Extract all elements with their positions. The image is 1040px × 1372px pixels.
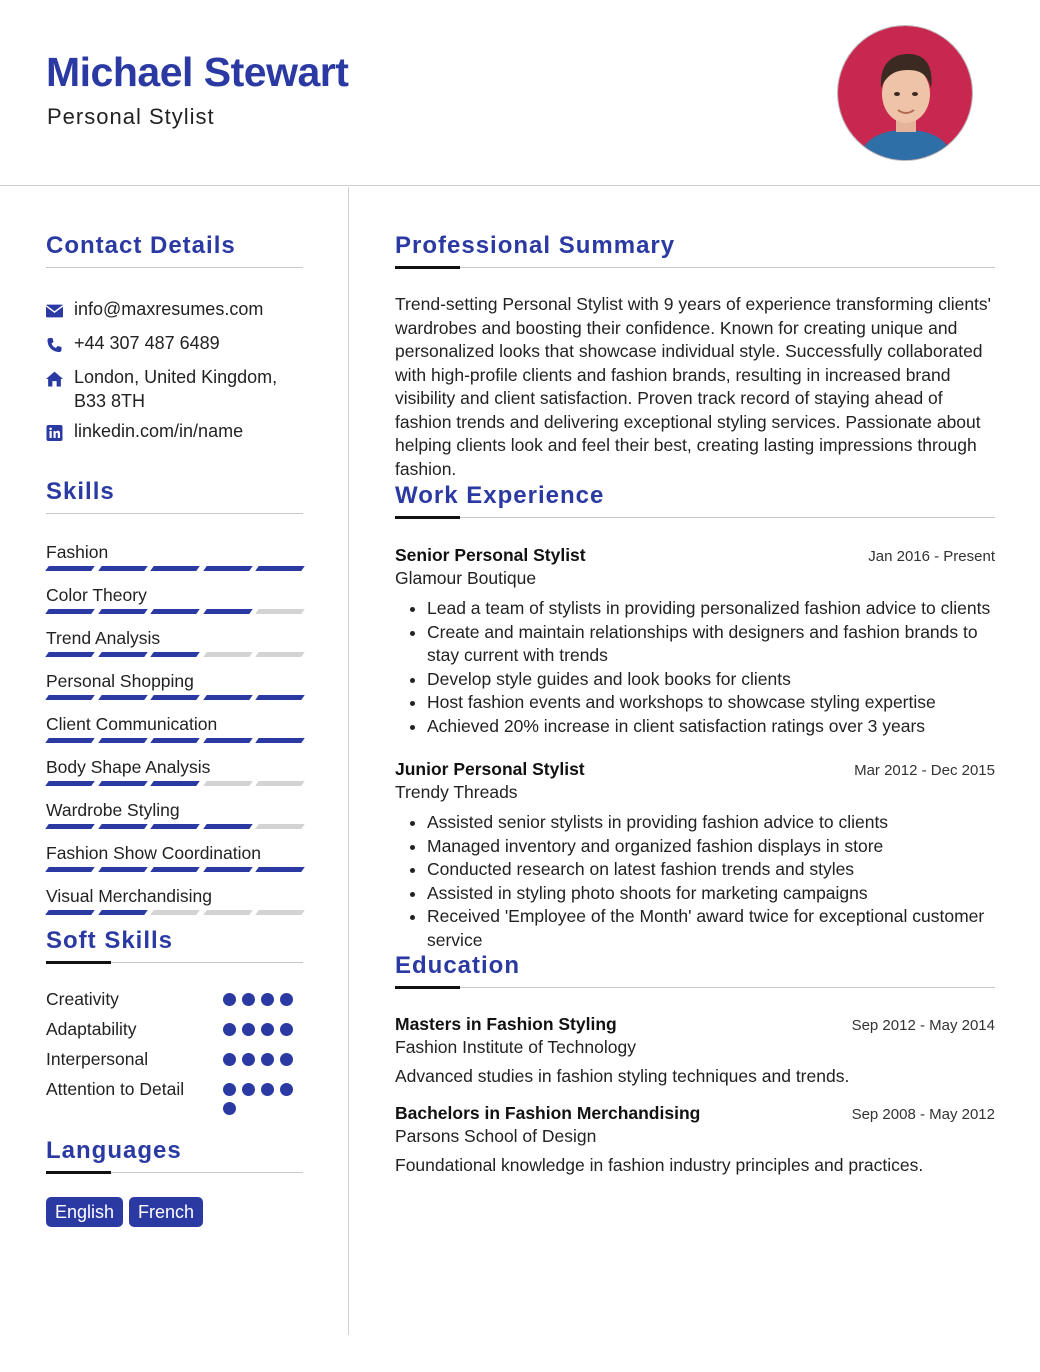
contact-email[interactable] bbox=[46, 297, 303, 325]
section-rule bbox=[46, 962, 303, 964]
skill-item bbox=[46, 756, 303, 786]
skill-level-segment bbox=[203, 867, 252, 872]
job-bullet: • Host fashion events and workshops to showcase styling expertise bbox=[427, 691, 995, 715]
skill-level-segment bbox=[256, 609, 305, 614]
profile-photo bbox=[837, 25, 973, 161]
skill-level-bar bbox=[46, 695, 303, 700]
skill-level-segment bbox=[45, 781, 94, 786]
job-company: Glamour Boutique bbox=[395, 568, 537, 588]
skill-level-segment bbox=[45, 867, 94, 872]
soft-skill-item bbox=[46, 988, 303, 1011]
right-column bbox=[395, 187, 995, 1177]
soft-skill-name: Attention to Detail bbox=[46, 1079, 185, 1099]
skills-section bbox=[46, 480, 303, 915]
rating-dot bbox=[223, 993, 236, 1006]
skill-name: Wardrobe Styling bbox=[46, 800, 180, 820]
skill-level-segment bbox=[203, 781, 252, 786]
experience-section bbox=[395, 484, 995, 952]
section-title-contact: Contact Details bbox=[46, 232, 236, 259]
school-name: Fashion Institute of Technology bbox=[395, 1037, 636, 1057]
skill-level-bar bbox=[46, 867, 303, 872]
skill-level-segment bbox=[203, 824, 252, 829]
section-title-summary: Professional Summary bbox=[395, 232, 676, 259]
soft-skill-name: Adaptability bbox=[46, 1019, 137, 1039]
job-bullet: • Assisted in styling photo shoots for marketing campaigns bbox=[427, 882, 995, 906]
skill-level-segment bbox=[256, 566, 305, 571]
skill-level-segment bbox=[98, 652, 147, 657]
skill-level-segment bbox=[45, 824, 94, 829]
job-bullets bbox=[395, 597, 995, 738]
section-rule bbox=[395, 267, 995, 269]
skills-list bbox=[46, 541, 303, 915]
rating-dot bbox=[280, 1023, 293, 1036]
skill-level-segment bbox=[98, 609, 147, 614]
soft-skill-item bbox=[46, 1048, 303, 1071]
soft-skill-name: Interpersonal bbox=[46, 1049, 149, 1069]
skill-level-segment bbox=[256, 910, 305, 915]
section-rule bbox=[46, 267, 303, 269]
soft-skill-rating bbox=[223, 1018, 303, 1036]
rating-dot bbox=[242, 1053, 255, 1066]
job-bullet: • Achieved 20% increase in client satisfaction ratings over 3 years bbox=[427, 715, 995, 739]
rating-dot bbox=[242, 1083, 255, 1096]
contact-linkedin-text: linkedin.com/in/name bbox=[74, 421, 244, 441]
skill-level-segment bbox=[203, 738, 252, 743]
job-title: Senior Personal Stylist bbox=[395, 545, 586, 565]
contact-linkedin[interactable] bbox=[46, 419, 303, 447]
skill-level-bar bbox=[46, 824, 303, 829]
rating-dot bbox=[261, 1023, 274, 1036]
left-column bbox=[46, 187, 303, 1227]
school-name: Parsons School of Design bbox=[395, 1126, 597, 1146]
job-bullets bbox=[395, 811, 995, 952]
soft-skill-rating bbox=[223, 1048, 303, 1066]
skill-level-segment bbox=[98, 910, 147, 915]
skill-level-segment bbox=[98, 824, 147, 829]
envelope-icon bbox=[46, 297, 74, 325]
skill-name: Trend Analysis bbox=[46, 628, 161, 648]
soft-skill-item bbox=[46, 1018, 303, 1041]
section-rule bbox=[395, 987, 995, 989]
home-icon bbox=[46, 365, 74, 393]
job-entry bbox=[395, 758, 995, 952]
skill-level-segment bbox=[150, 652, 199, 657]
skill-level-segment bbox=[256, 867, 305, 872]
contact-phone[interactable] bbox=[46, 331, 303, 359]
skill-item bbox=[46, 842, 303, 872]
skill-level-bar bbox=[46, 566, 303, 571]
rating-dot bbox=[223, 1023, 236, 1036]
education-dates: Sep 2008 - May 2012 bbox=[851, 1106, 995, 1123]
skill-level-bar bbox=[46, 781, 303, 786]
skill-level-segment bbox=[203, 609, 252, 614]
skill-level-segment bbox=[98, 566, 147, 571]
languages-section bbox=[46, 1139, 303, 1227]
skill-level-segment bbox=[256, 738, 305, 743]
skill-item bbox=[46, 627, 303, 657]
resume-header bbox=[0, 0, 1040, 186]
skill-level-segment bbox=[150, 609, 199, 614]
job-dates: Mar 2012 - Dec 2015 bbox=[854, 762, 995, 779]
rating-dot bbox=[280, 1083, 293, 1096]
contact-address-text: London, United Kingdom, B33 8TH bbox=[74, 367, 278, 411]
job-dates: Jan 2016 - Present bbox=[868, 548, 995, 565]
skill-level-bar bbox=[46, 609, 303, 614]
skill-level-segment bbox=[203, 695, 252, 700]
education-description: Advanced studies in fashion styling techniques and trends. bbox=[395, 1066, 850, 1086]
skill-name: Visual Merchandising bbox=[46, 886, 213, 906]
job-bullet: • Conducted research on latest fashion trends and styles bbox=[427, 858, 995, 882]
language-badge: English bbox=[46, 1197, 123, 1227]
contact-email-text: info@maxresumes.com bbox=[74, 299, 264, 319]
soft-skills-list bbox=[46, 988, 303, 1115]
rating-dot bbox=[261, 993, 274, 1006]
skill-level-segment bbox=[45, 652, 94, 657]
job-company: Trendy Threads bbox=[395, 782, 518, 802]
phone-icon bbox=[46, 331, 74, 359]
skill-level-segment bbox=[45, 910, 94, 915]
soft-skill-rating bbox=[223, 1078, 303, 1115]
skill-level-segment bbox=[150, 566, 199, 571]
skill-level-segment bbox=[256, 781, 305, 786]
language-list bbox=[46, 1197, 303, 1227]
skill-level-segment bbox=[98, 695, 147, 700]
skill-level-segment bbox=[203, 652, 252, 657]
skill-level-segment bbox=[150, 738, 199, 743]
summary-text: Trend-setting Personal Stylist with 9 years of experience transforming clients' wardrobes and boosting their confidence. Known for creating unique and personalized looks that showcase individual style. Successfully collaborated with high-profile clients and fashion brands, resulting in increased brand visibility and client satisfaction. Proven track record of staying ahead of fashion trends and delivering exceptional styling services. Passionate about helping clients look and feel their best, creating lasting impressions through fashion. bbox=[395, 294, 992, 479]
rating-dot bbox=[242, 1023, 255, 1036]
job-bullet: • Received 'Employee of the Month' award twice for exceptional customer service bbox=[427, 905, 995, 952]
language-badge: French bbox=[129, 1197, 203, 1227]
skill-item bbox=[46, 541, 303, 571]
skill-level-segment bbox=[150, 867, 199, 872]
degree-title: Masters in Fashion Styling bbox=[395, 1014, 617, 1034]
education-entry bbox=[395, 1102, 995, 1177]
section-title-soft-skills: Soft Skills bbox=[46, 927, 174, 954]
skill-name: Fashion Show Coordination bbox=[46, 843, 261, 863]
section-rule bbox=[46, 513, 303, 515]
rating-dot bbox=[280, 1053, 293, 1066]
rating-dot bbox=[223, 1053, 236, 1066]
skill-level-segment bbox=[98, 867, 147, 872]
skill-level-segment bbox=[98, 781, 147, 786]
skill-level-segment bbox=[150, 695, 199, 700]
degree-title: Bachelors in Fashion Merchandising bbox=[395, 1103, 701, 1123]
skill-level-segment bbox=[45, 738, 94, 743]
skill-level-segment bbox=[150, 824, 199, 829]
skill-level-segment bbox=[256, 824, 305, 829]
job-title: Junior Personal Stylist bbox=[395, 759, 585, 779]
linkedin-icon bbox=[46, 419, 74, 447]
skill-item bbox=[46, 885, 303, 915]
skill-name: Color Theory bbox=[46, 585, 147, 605]
job-entry bbox=[395, 544, 995, 738]
skill-item bbox=[46, 670, 303, 700]
contact-address bbox=[46, 365, 303, 413]
skill-level-segment bbox=[45, 609, 94, 614]
job-bullet: • Lead a team of stylists in providing personalized fashion advice to clients bbox=[427, 597, 995, 621]
skill-name: Fashion bbox=[46, 542, 109, 562]
job-bullet: • Managed inventory and organized fashion displays in store bbox=[427, 835, 995, 859]
soft-skill-name: Creativity bbox=[46, 989, 119, 1009]
skill-level-segment bbox=[98, 738, 147, 743]
skill-level-segment bbox=[45, 566, 94, 571]
skill-level-bar bbox=[46, 738, 303, 743]
education-dates: Sep 2012 - May 2014 bbox=[851, 1017, 995, 1034]
candidate-title: Personal Stylist bbox=[47, 104, 215, 129]
profile-photo-image bbox=[838, 26, 973, 161]
rating-dot bbox=[261, 1083, 274, 1096]
skill-name: Body Shape Analysis bbox=[46, 757, 211, 777]
skill-level-segment bbox=[256, 695, 305, 700]
skill-item bbox=[46, 713, 303, 743]
skill-item bbox=[46, 584, 303, 614]
skill-level-segment bbox=[256, 652, 305, 657]
job-bullet: • Assisted senior stylists in providing fashion advice to clients bbox=[427, 811, 995, 835]
section-title-languages: Languages bbox=[46, 1137, 182, 1164]
skill-item bbox=[46, 799, 303, 829]
section-title-skills: Skills bbox=[46, 478, 115, 505]
job-bullet: • Create and maintain relationships with designers and fashion brands to stay current with trends bbox=[427, 621, 995, 668]
section-rule bbox=[395, 517, 995, 519]
rating-dot bbox=[261, 1053, 274, 1066]
skill-name: Personal Shopping bbox=[46, 671, 194, 691]
contact-phone-text: +44 307 487 6489 bbox=[74, 333, 220, 353]
rating-dot bbox=[223, 1102, 236, 1115]
skill-level-segment bbox=[45, 695, 94, 700]
rating-dot bbox=[280, 993, 293, 1006]
skill-level-segment bbox=[203, 566, 252, 571]
section-rule bbox=[46, 1172, 303, 1174]
candidate-name: Michael Stewart bbox=[46, 49, 349, 95]
skill-level-bar bbox=[46, 652, 303, 657]
column-divider bbox=[348, 187, 349, 1335]
skill-level-bar bbox=[46, 910, 303, 915]
soft-skill-rating bbox=[223, 988, 303, 1006]
contact-section bbox=[46, 234, 303, 447]
skill-name: Client Communication bbox=[46, 714, 218, 734]
education-description: Foundational knowledge in fashion industry principles and practices. bbox=[395, 1155, 924, 1175]
summary-section bbox=[395, 234, 995, 481]
skill-level-segment bbox=[150, 910, 199, 915]
skill-level-segment bbox=[150, 781, 199, 786]
section-title-education: Education bbox=[395, 952, 521, 979]
education-entry bbox=[395, 1013, 995, 1088]
soft-skills-section bbox=[46, 929, 303, 1115]
job-bullet: • Develop style guides and look books for clients bbox=[427, 668, 995, 692]
section-title-experience: Work Experience bbox=[395, 482, 605, 509]
rating-dot bbox=[223, 1083, 236, 1096]
skill-level-segment bbox=[203, 910, 252, 915]
education-section bbox=[395, 954, 995, 1177]
rating-dot bbox=[242, 993, 255, 1006]
soft-skill-item bbox=[46, 1078, 303, 1115]
